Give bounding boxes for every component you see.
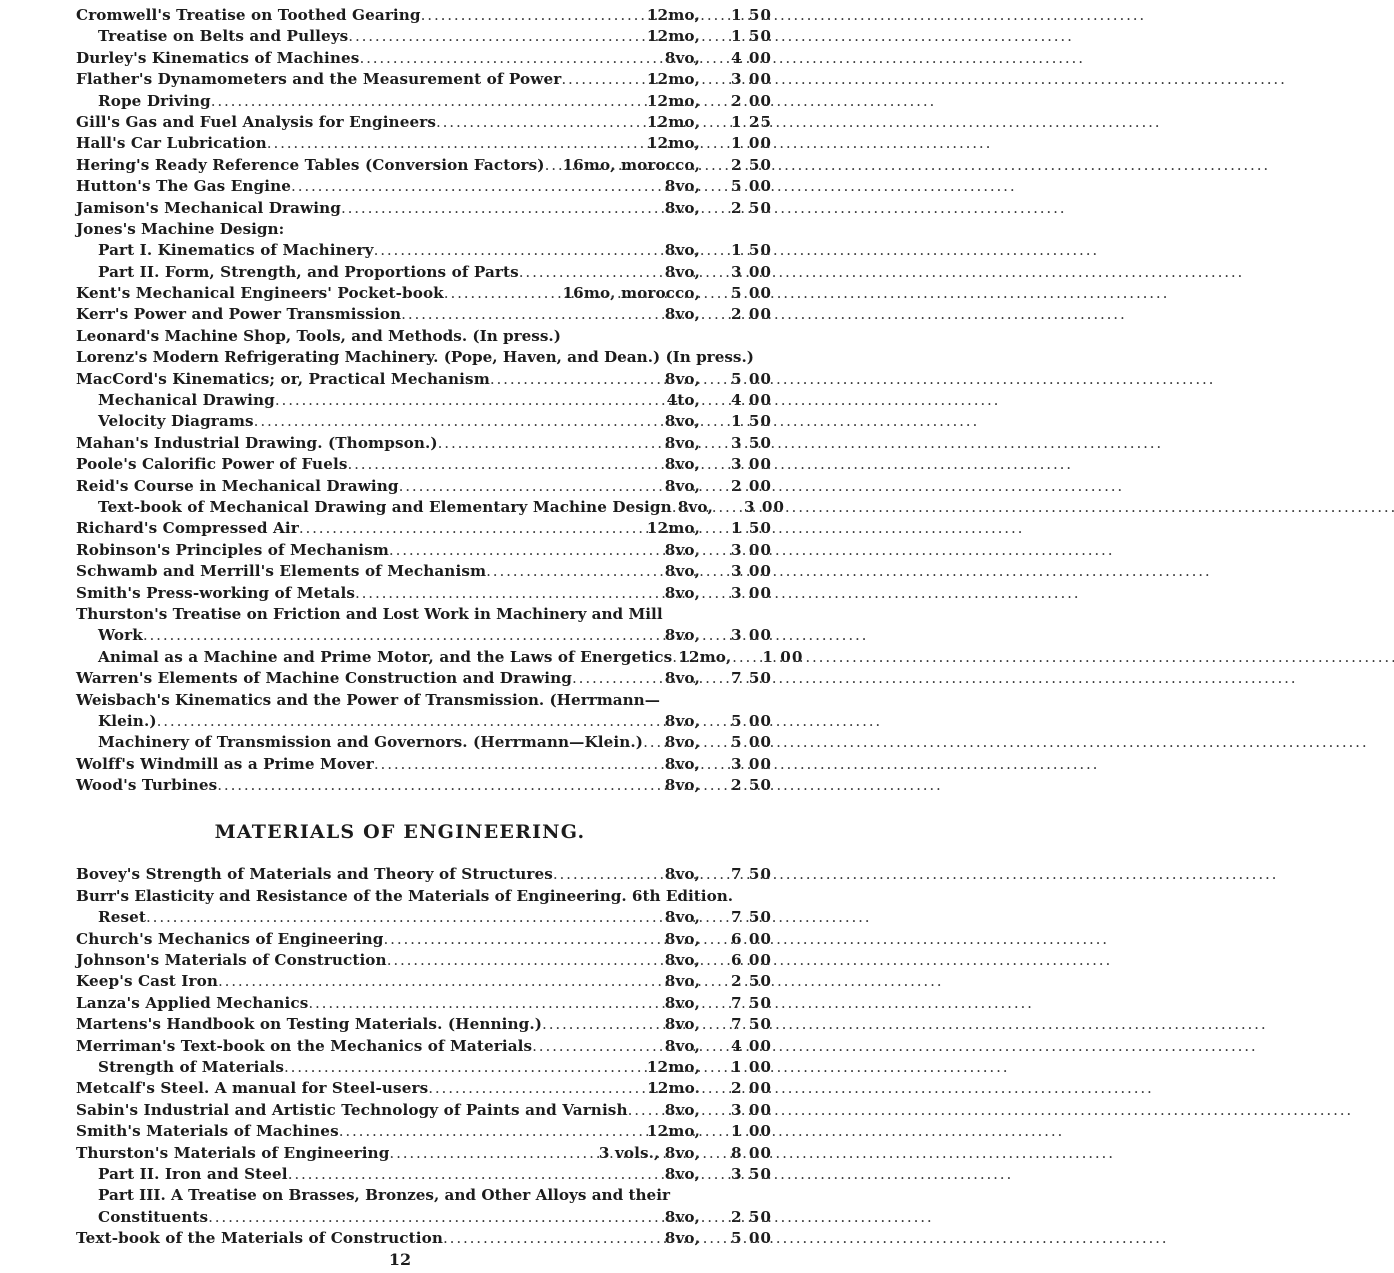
entry-title: Mahan's Industrial Drawing. (Thompson.) <box>76 433 438 452</box>
catalog-entry <box>76 1014 772 1035</box>
catalog-entry <box>76 864 772 885</box>
dot-leader <box>672 647 678 668</box>
entry-price: 5 00 <box>731 369 772 388</box>
entry-price: 7 50 <box>731 908 772 927</box>
dot-leader <box>374 754 665 775</box>
entry-price: 6 00 <box>731 929 772 948</box>
dot-leader <box>211 91 647 112</box>
dot-leader <box>384 929 665 950</box>
entry-title: Text-book of Mechanical Drawing and Elementary Machine Design <box>98 497 672 516</box>
entry-title: Part II. Form, Strength, and Proportions of Parts <box>98 262 519 281</box>
catalog-entry <box>76 971 772 992</box>
entry-price: 2 00 <box>731 476 772 495</box>
catalog-entry-heading: Burr's Elasticity and Resistance of the Materials of Engineering. 6th Edition. <box>76 886 734 905</box>
catalog-entry <box>76 647 804 668</box>
entry-title: Treatise on Belts and Pulleys <box>98 27 349 46</box>
entry-title: Reset <box>98 908 147 927</box>
entry-title: Smith's Press-working of Metals <box>76 583 355 602</box>
catalog-entry <box>76 91 772 112</box>
dot-leader <box>672 497 678 518</box>
dot-leader <box>291 176 665 197</box>
entry-format: 12mo, <box>646 112 700 131</box>
entry-title: Cromwell's Treatise on Toothed Gearing <box>76 6 421 24</box>
entry-title: Lanza's Applied Mechanics <box>76 993 309 1012</box>
entry-format: 8vo, <box>664 626 700 645</box>
catalog-entry <box>76 176 772 197</box>
entry-title: Thurston's Materials of Engineering <box>76 1143 390 1162</box>
entry-price: 1 00 <box>731 1057 772 1076</box>
entry-title: Merriman's Text-book on the Mechanics of Materials <box>76 1036 533 1055</box>
entry-format: 8vo, <box>664 1207 700 1226</box>
entry-price: 8 00 <box>731 1143 772 1162</box>
catalog-entry <box>76 454 772 475</box>
entry-price: 3 00 <box>731 70 772 89</box>
dot-leader <box>553 864 665 885</box>
entry-format: 8vo, <box>664 1164 700 1183</box>
entry-format: 12mo, <box>646 134 700 153</box>
dot-leader <box>339 1121 647 1142</box>
dot-leader <box>355 583 665 604</box>
dot-leader <box>288 1164 665 1185</box>
entry-price: 2 50 <box>731 776 772 795</box>
entry-price: 1 50 <box>731 412 772 431</box>
dot-leader <box>217 775 665 796</box>
entry-price: 4 00 <box>731 391 772 410</box>
entry-format: 12mo, <box>646 6 700 24</box>
catalog-entry <box>76 69 772 90</box>
entry-format: 12mo, <box>646 519 700 538</box>
entry-price: 4 00 <box>731 48 772 67</box>
entry-price: 3 00 <box>731 455 772 474</box>
entry-format: 8vo, <box>664 455 700 474</box>
dot-leader <box>348 454 665 475</box>
dot-leader <box>572 668 665 689</box>
entry-format: 8vo, <box>664 476 700 495</box>
entry-format: 8vo, <box>664 433 700 452</box>
catalog-entry <box>76 1207 772 1228</box>
entry-format: 8vo, <box>664 369 700 388</box>
entry-title: Part I. Kinematics of Machinery <box>98 241 374 260</box>
entry-format: 8vo, <box>664 865 700 884</box>
entry-title: Kent's Mechanical Engineers' Pocket-book <box>76 284 444 303</box>
catalog-entry <box>76 711 772 732</box>
entry-title: Part II. Iron and Steel <box>98 1164 288 1183</box>
catalog-entry <box>76 907 772 928</box>
catalog-entry <box>76 1228 772 1249</box>
dot-leader <box>218 971 665 992</box>
dot-leader <box>428 1078 647 1099</box>
entry-title: Wood's Turbines <box>76 776 218 795</box>
entry-price: 3 00 <box>731 262 772 281</box>
catalog-entry <box>76 518 772 539</box>
entry-title: Metcalf's Steel. A manual for Steel-users <box>76 1079 429 1098</box>
entry-price: 3 00 <box>743 497 785 516</box>
entry-title: Keep's Cast Iron <box>76 972 218 991</box>
catalog-entry <box>76 1078 772 1099</box>
entry-format: 8vo, <box>664 262 700 281</box>
entry-format: 12mo, <box>646 1057 700 1076</box>
entry-title: Kerr's Power and Power Transmission <box>76 305 402 324</box>
dot-leader <box>389 1143 598 1164</box>
entry-price: 5 00 <box>731 1229 772 1248</box>
entry-format: 16mo, morocco, <box>562 155 700 174</box>
entry-price: 7 50 <box>731 865 772 884</box>
dot-leader <box>436 112 647 133</box>
entry-title: Rope Driving <box>98 91 211 110</box>
entry-price: 7 50 <box>731 1015 772 1034</box>
entry-title: Flather's Dynamometers and the Measurement of Power <box>76 70 562 89</box>
dot-leader <box>643 732 665 753</box>
entry-format: 8vo, <box>664 733 700 752</box>
dot-leader <box>275 390 667 411</box>
entry-price: 2 00 <box>731 305 772 324</box>
dot-leader <box>267 133 647 154</box>
entry-title: Hall's Car Lubrication <box>76 134 267 153</box>
entry-price: 7 50 <box>731 669 772 688</box>
entry-title: Warren's Elements of Machine Construction and Drawing <box>76 669 573 688</box>
catalog-entry <box>76 583 772 604</box>
catalog-entry <box>76 1143 772 1164</box>
catalog-entry <box>76 625 772 646</box>
entry-price: 1 00 <box>731 134 772 153</box>
entry-format: 12mo, <box>678 647 732 666</box>
dot-leader <box>421 5 647 26</box>
entry-title: Work <box>98 626 143 645</box>
catalog-entry <box>76 262 772 283</box>
entry-price: 3 00 <box>731 1100 772 1119</box>
dot-leader <box>486 561 665 582</box>
dot-leader <box>444 283 563 304</box>
entry-format: 3 vols., 8vo, <box>598 1143 700 1162</box>
catalog-entry-heading: Thurston's Treatise on Friction and Lost Work in Machinery and Mill <box>76 604 663 623</box>
entry-price: 1 50 <box>731 519 772 538</box>
catalog-entry <box>76 1057 772 1078</box>
entry-price: 6 00 <box>731 951 772 970</box>
dot-leader <box>208 1207 665 1228</box>
entry-price: 2 50 <box>731 198 772 217</box>
entry-title: Smith's Materials of Machines <box>76 1122 339 1141</box>
entry-title: Sabin's Industrial and Artistic Technology of Paints and Varnish <box>76 1100 628 1119</box>
entry-format: 8vo, <box>664 241 700 260</box>
entry-title: Strength of Materials <box>98 1057 284 1076</box>
entry-price: 3 00 <box>731 754 772 773</box>
catalog-entry <box>76 5 772 26</box>
dot-leader <box>387 950 665 971</box>
catalog-entry <box>76 497 785 518</box>
entry-title: Velocity Diagrams <box>98 412 254 431</box>
dot-leader <box>438 433 665 454</box>
catalog-entry <box>76 754 772 775</box>
catalog-entry <box>76 369 772 390</box>
entry-format: 8vo, <box>664 412 700 431</box>
entry-price: 7 50 <box>731 993 772 1012</box>
catalog-entry <box>76 304 772 325</box>
catalog-entry <box>76 561 772 582</box>
entry-format: 8vo, <box>664 951 700 970</box>
entry-format: 12mo. <box>647 1079 700 1098</box>
catalog-entry <box>76 540 772 561</box>
entry-price: 3 00 <box>731 540 772 559</box>
catalog-entry <box>76 950 772 971</box>
entry-format: 8vo, <box>664 177 700 196</box>
entry-price: 1 50 <box>731 6 772 24</box>
entry-price: 2 00 <box>731 1079 772 1098</box>
dot-leader <box>401 304 665 325</box>
entry-title: Constituents <box>98 1207 209 1226</box>
catalog-entry <box>76 1121 772 1142</box>
dot-leader <box>348 26 647 47</box>
entry-format: 8vo, <box>664 1036 700 1055</box>
dot-leader <box>143 625 665 646</box>
engineering-list <box>76 5 804 796</box>
entry-title: Robinson's Principles of Mechanism <box>76 540 389 559</box>
catalog-entry <box>76 48 772 69</box>
entry-price: 1 00 <box>762 647 804 666</box>
catalog-entry <box>76 411 772 432</box>
entry-price: 5 00 <box>731 284 772 303</box>
entry-title: Klein.) <box>98 711 157 730</box>
catalog-entry <box>76 240 772 261</box>
materials-list <box>76 864 772 1249</box>
catalog-entry-heading: Part III. A Treatise on Brasses, Bronzes, and Other Alloys and their <box>98 1186 670 1205</box>
catalog-entry <box>76 668 772 689</box>
entry-format: 8vo, <box>664 754 700 773</box>
entry-format: 8vo, <box>664 711 700 730</box>
dot-leader <box>254 411 665 432</box>
entry-format: 8vo, <box>664 776 700 795</box>
entry-price: 2 50 <box>731 155 772 174</box>
entry-format: 16mo, morocco, <box>562 284 700 303</box>
catalog-entry <box>76 476 772 497</box>
entry-title: Hutton's The Gas Engine <box>76 177 292 196</box>
entry-format: 8vo, <box>664 1100 700 1119</box>
dot-leader <box>146 907 665 928</box>
entry-format: 12mo, <box>646 27 700 46</box>
entry-title: Animal as a Machine and Prime Motor, and the Laws of Energetics <box>98 647 673 666</box>
entry-price: 3 50 <box>731 433 772 452</box>
dot-leader <box>399 476 665 497</box>
entry-format: 8vo, <box>664 583 700 602</box>
entry-format: 8vo, <box>664 669 700 688</box>
dot-leader <box>389 540 665 561</box>
catalog-entry <box>76 198 772 219</box>
entry-price: 3 00 <box>731 562 772 581</box>
dot-leader <box>542 1014 665 1035</box>
catalog-entry <box>76 929 772 950</box>
dot-leader <box>359 48 664 69</box>
entry-price: 5 00 <box>731 177 772 196</box>
catalog-entry <box>76 1164 772 1185</box>
dot-leader <box>628 1100 665 1121</box>
dot-leader <box>284 1057 647 1078</box>
entry-title: Bovey's Strength of Materials and Theory of Structures <box>76 865 553 884</box>
catalog-entry <box>76 283 772 304</box>
entry-format: 8vo, <box>664 1229 700 1248</box>
entry-title: MacCord's Kinematics; or, Practical Mechanism <box>76 369 490 388</box>
catalog-entry-heading: Lorenz's Modern Refrigerating Machinery. (Pope, Haven, and Dean.) (In press.) <box>76 348 754 367</box>
entry-price: 1 00 <box>731 1122 772 1141</box>
entry-price: 1 25 <box>731 112 772 131</box>
entry-format: 4to, <box>666 391 700 410</box>
entry-title: Richard's Compressed Air <box>76 519 299 538</box>
entry-format: 8vo, <box>664 540 700 559</box>
entry-title: Hering's Ready Reference Tables (Conversion Factors) <box>76 155 545 174</box>
entry-title: Wolff's Windmill as a Prime Mover <box>76 754 374 773</box>
entry-format: 8vo, <box>664 562 700 581</box>
entry-title: Jamison's Mechanical Drawing <box>76 198 341 217</box>
entry-format: 8vo, <box>664 929 700 948</box>
entry-title: Reid's Course in Mechanical Drawing <box>76 476 399 495</box>
entry-title: Church's Mechanics of Engineering <box>76 929 384 948</box>
entry-price: 2 50 <box>731 972 772 991</box>
entry-price: 3 50 <box>731 1164 772 1183</box>
catalog-entry-heading: Leonard's Machine Shop, Tools, and Methods. (In press.) <box>76 326 561 345</box>
catalog-entry-heading: Weisbach's Kinematics and the Power of Transmission. (Herrmann— <box>76 690 660 709</box>
catalog-entry-heading: Jones's Machine Design: <box>76 219 285 238</box>
catalog-entry <box>76 155 772 176</box>
entry-format: 8vo, <box>664 48 700 67</box>
dot-leader <box>532 1036 665 1057</box>
dot-leader <box>299 518 647 539</box>
catalog-entry <box>76 775 772 796</box>
entry-format: 8vo, <box>677 497 713 516</box>
dot-leader <box>374 240 665 261</box>
catalog-entry <box>76 433 772 454</box>
catalog-entry <box>76 112 772 133</box>
page-number: 12 <box>388 1250 412 1270</box>
entry-title: Durley's Kinematics of Machines <box>76 48 360 67</box>
dot-leader <box>561 69 647 90</box>
catalog-entry <box>76 732 772 753</box>
dot-leader <box>157 711 665 732</box>
entry-price: 3 00 <box>731 626 772 645</box>
entry-title: Text-book of the Materials of Construction <box>76 1229 444 1248</box>
entry-price: 1 50 <box>731 27 772 46</box>
entry-title: Machinery of Transmission and Governors. (Herrmann—Klein.) <box>98 733 644 752</box>
entry-format: 8vo, <box>664 305 700 324</box>
catalog-entry <box>76 26 772 47</box>
entry-price: 5 00 <box>731 733 772 752</box>
entry-format: 8vo, <box>664 993 700 1012</box>
entry-price: 5 00 <box>731 711 772 730</box>
entry-title: Martens's Handbook on Testing Materials. (Henning.) <box>76 1015 543 1034</box>
entry-format: 8vo, <box>664 972 700 991</box>
entry-title: Poole's Calorific Power of Fuels <box>76 455 348 474</box>
dot-leader <box>308 993 664 1014</box>
entry-title: Mechanical Drawing <box>98 391 275 410</box>
entry-title: Gill's Gas and Fuel Analysis for Engineers <box>76 112 436 131</box>
entry-format: 12mo, <box>646 91 700 110</box>
dot-leader <box>341 198 665 219</box>
dot-leader <box>443 1228 665 1249</box>
catalog-entry <box>76 993 772 1014</box>
catalog-entry <box>76 1036 772 1057</box>
dot-leader <box>545 155 563 176</box>
entry-price: 2 00 <box>731 91 772 110</box>
entry-price: 1 50 <box>731 241 772 260</box>
entry-title: Johnson's Materials of Construction <box>76 951 387 970</box>
entry-format: 12mo, <box>646 1122 700 1141</box>
entry-format: 8vo, <box>664 1015 700 1034</box>
entry-format: 8vo, <box>664 198 700 217</box>
entry-price: 4 00 <box>731 1036 772 1055</box>
entry-title: Schwamb and Merrill's Elements of Mechanism <box>76 562 487 581</box>
entry-format: 12mo, <box>646 70 700 89</box>
entry-format: 8vo, <box>664 908 700 927</box>
catalog-entry <box>76 133 772 154</box>
dot-leader <box>490 369 665 390</box>
entry-price: 3 00 <box>731 583 772 602</box>
catalog-entry <box>76 1100 772 1121</box>
dot-leader <box>519 262 665 283</box>
section-heading: MATERIALS OF ENGINEERING. <box>214 821 586 844</box>
entry-price: 2 50 <box>731 1207 772 1226</box>
catalog-entry <box>76 390 772 411</box>
